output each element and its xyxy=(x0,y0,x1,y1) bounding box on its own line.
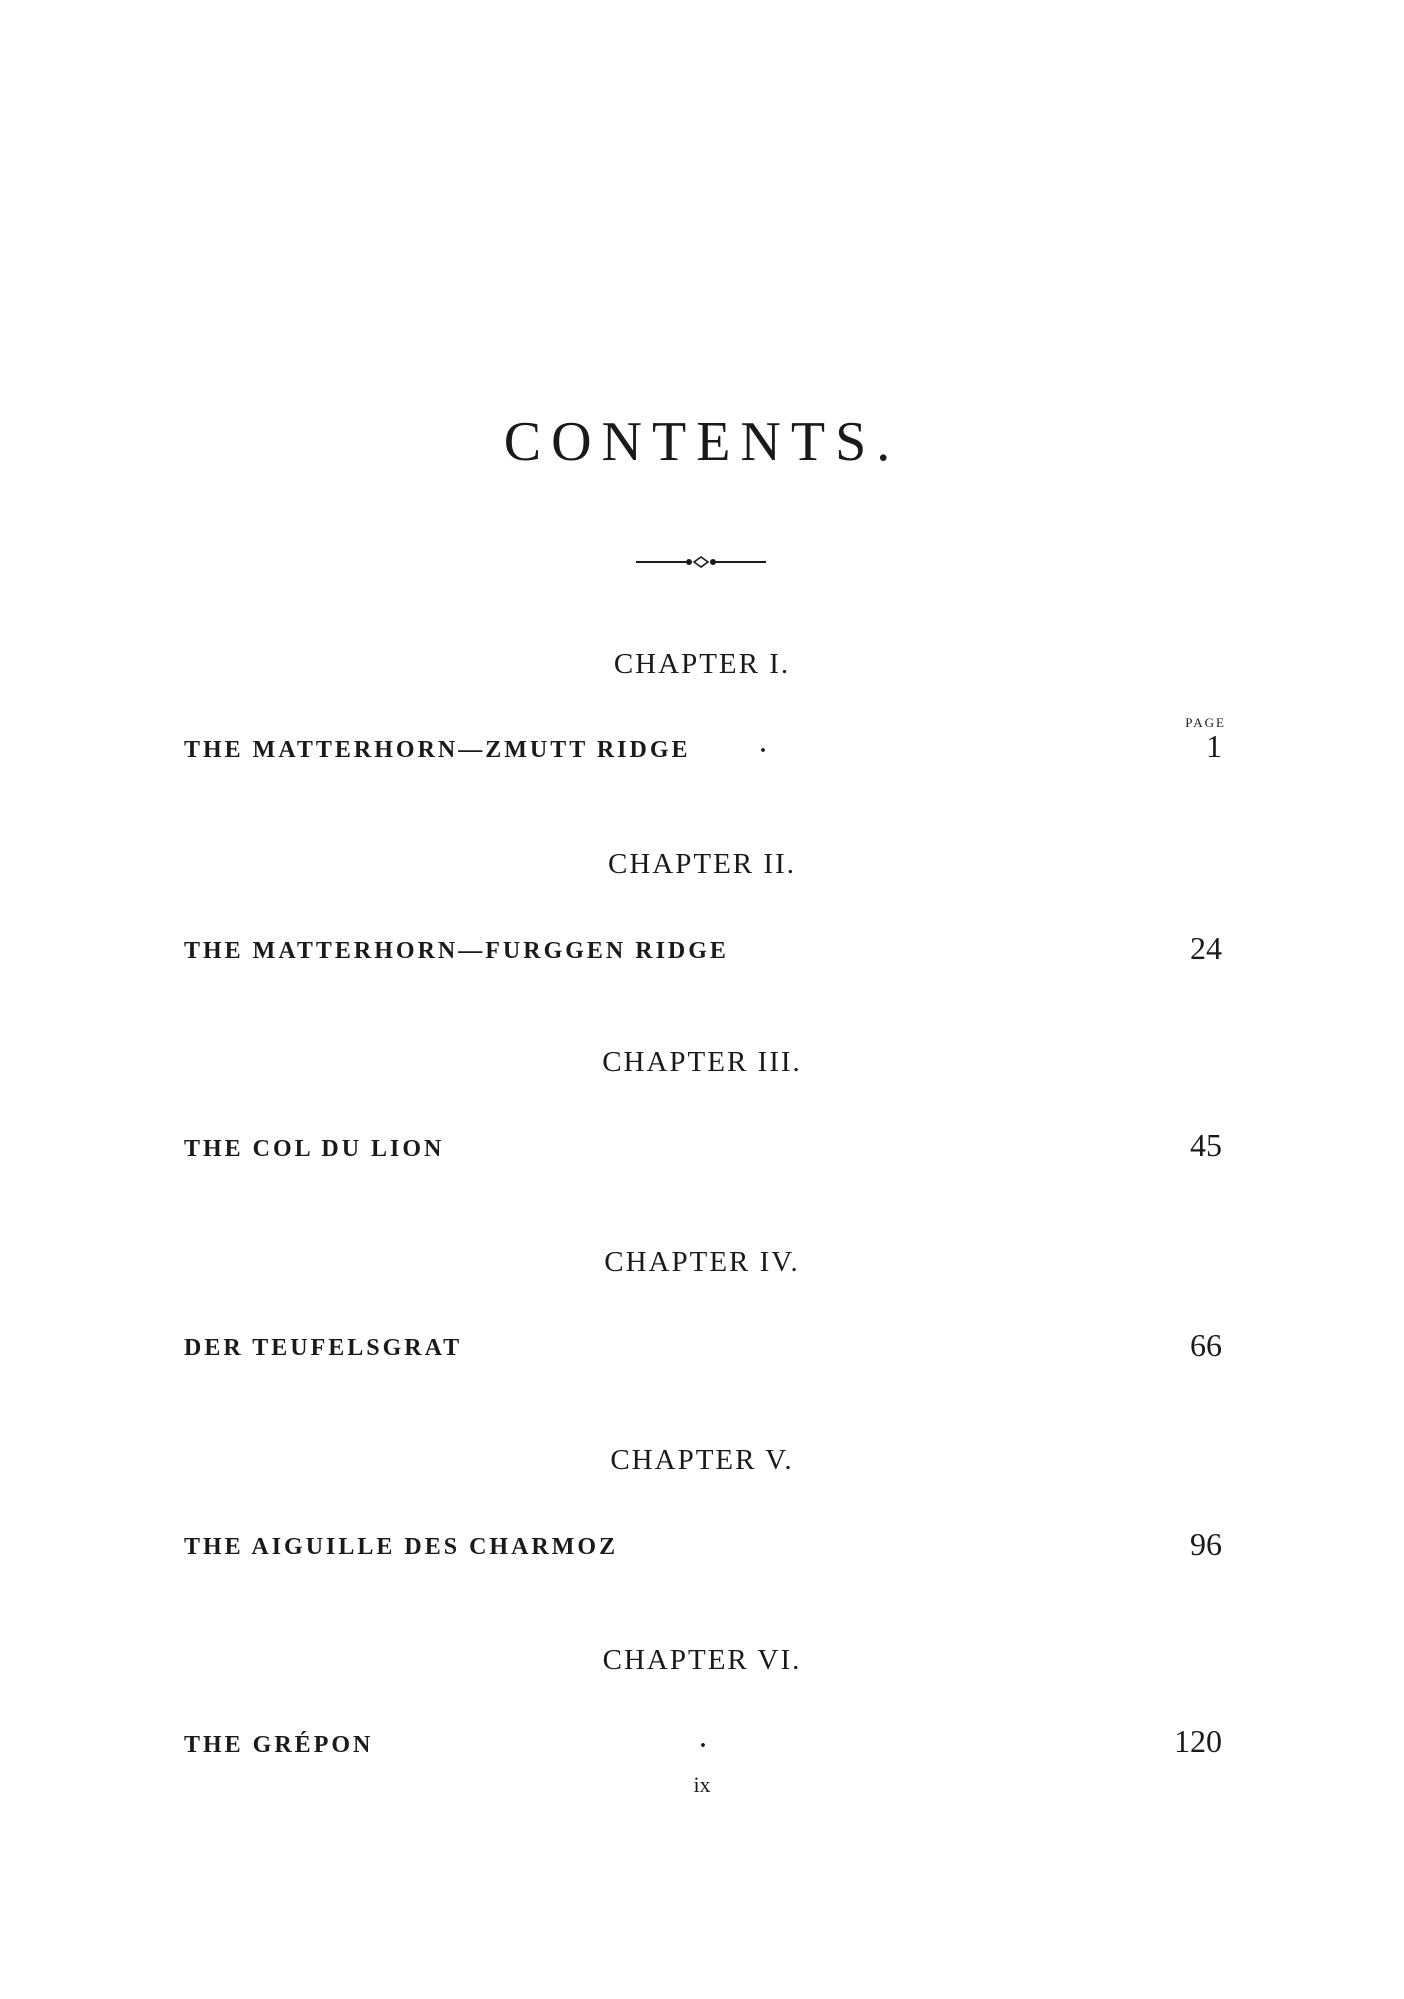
chapter-title: THE MATTERHORN—FURGGEN RIDGE xyxy=(184,938,729,964)
page-title: CONTENTS. xyxy=(503,411,901,473)
chapter-page-number: 1 xyxy=(1206,728,1222,764)
chapter-page-number: 120 xyxy=(1174,1723,1222,1759)
chapter-page-number: 96 xyxy=(1190,1526,1222,1562)
page-column-label: PAGE xyxy=(1185,715,1226,730)
chapter-heading: CHAPTER II. xyxy=(608,848,796,880)
chapter-heading: CHAPTER IV. xyxy=(604,1246,800,1278)
chapter-title: DER TEUFELSGRAT xyxy=(184,1335,463,1361)
ornament-divider-icon xyxy=(636,552,766,572)
folio-page-number: ix xyxy=(693,1772,711,1797)
leader-dot: . xyxy=(700,1727,706,1753)
chapter-heading: CHAPTER I. xyxy=(613,648,791,680)
chapter-page-number: 24 xyxy=(1190,930,1222,966)
chapter-heading: CHAPTER III. xyxy=(602,1046,802,1078)
chapter-page-number: 45 xyxy=(1190,1127,1222,1163)
chapter-title: THE AIGUILLE DES CHARMOZ xyxy=(184,1534,619,1560)
chapter-title: THE GRÉPON xyxy=(184,1732,374,1758)
chapter-heading: CHAPTER V. xyxy=(610,1444,794,1476)
chapter-title: THE COL DU LION xyxy=(184,1136,445,1162)
leader-dot: . xyxy=(760,732,766,758)
chapter-heading: CHAPTER VI. xyxy=(602,1644,802,1676)
chapter-page-number: 66 xyxy=(1190,1327,1222,1363)
chapter-title: THE MATTERHORN—ZMUTT RIDGE xyxy=(184,737,691,763)
